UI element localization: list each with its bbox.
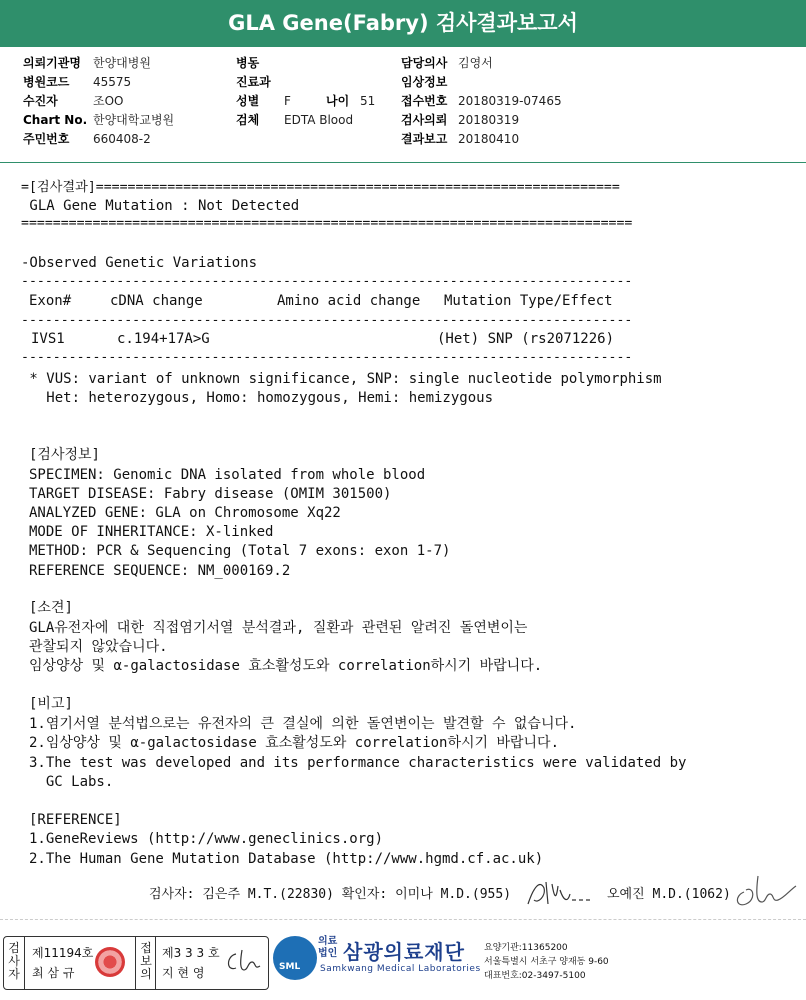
remarks-line: 1.염기서열 분석법으로는 유전자의 큰 결실에 의한 돌연변이는 발견할 수 없습니다. <box>29 716 577 732</box>
brand-prefix: 의료 법인 <box>318 936 338 959</box>
remarks-line: GC Labs. <box>29 774 114 790</box>
table-dash-bottom: ----------------------------------------------------------------------------- <box>21 350 633 365</box>
column-header-exon: Exon# <box>29 293 72 309</box>
info-value: 한양대학교병원 <box>93 113 175 127</box>
section-heading-findings: [소견] <box>29 600 73 616</box>
section-heading-remarks: [비고] <box>29 696 73 712</box>
seal-stamp <box>95 947 125 977</box>
footnote-vus: * VUS: variant of unknown significance, SNP: single nucleotide polymorphism <box>21 371 662 387</box>
age-value: 51 <box>360 94 376 108</box>
observed-title: -Observed Genetic Variations <box>21 255 258 271</box>
address-line: 대표번호:02-3497-5100 <box>484 971 586 981</box>
signature-1 <box>524 876 596 910</box>
info-value: 조OO <box>93 94 124 108</box>
table-dash-mid: ----------------------------------------------------------------------------- <box>21 313 633 328</box>
result-separator-close: ============================================================================= <box>21 216 633 231</box>
info-label: 접수번호 <box>401 94 448 108</box>
section-heading-reference: [REFERENCE] <box>29 812 122 828</box>
stamp-divider <box>155 937 156 989</box>
address-line: 서울특별시 서초구 양재동 9-60 <box>484 957 609 967</box>
column-header-amino: Amino acid change <box>277 293 421 309</box>
brand-subtitle: Samkwang Medical Laboratories <box>320 964 481 974</box>
remarks-line: 3.The test was developed and its performance characteristics were validated by <box>29 755 687 771</box>
footer-divider <box>0 919 806 920</box>
info-divider <box>0 162 806 163</box>
age-label: 나이 <box>326 94 350 108</box>
info-label: 병동 <box>236 56 260 70</box>
report-title: GLA Gene(Fabry) 검사결과보고서 <box>228 11 578 35</box>
info-column-3 <box>401 54 562 149</box>
signer-line: 검사자: 김은주 M.T.(22830) 확인자: 이미나 M.D.(955) <box>149 887 512 902</box>
test-info-line: METHOD: PCR & Sequencing (Total 7 exons: exon 1-7) <box>29 543 451 559</box>
table-dash-top: ----------------------------------------------------------------------------- <box>21 274 633 289</box>
info-value: 20180319-07465 <box>458 94 562 108</box>
info-column-2 <box>236 54 375 130</box>
signature-2 <box>730 872 800 912</box>
result-summary: GLA Gene Mutation : Not Detected <box>21 198 300 214</box>
stamp-number: 제11194호 <box>32 946 94 960</box>
info-value: 김영서 <box>458 56 493 70</box>
info-value: 660408-2 <box>93 132 151 146</box>
test-info-line: ANALYZED GENE: GLA on Chromosome Xq22 <box>29 505 341 521</box>
signer-second: 오예진 M.D.(1062) <box>607 887 731 902</box>
stamp-number: 제3 3 3 호 <box>162 946 220 960</box>
column-header-cdna: cDNA change <box>110 293 203 309</box>
findings-line: GLA유전자에 대한 직접염기서열 분석결과, 질환과 관련된 알려진 돌연변이는 <box>29 620 528 636</box>
stamp-name: 최 삼 규 <box>32 966 75 980</box>
signature-3 <box>222 946 262 976</box>
test-info-line: TARGET DISEASE: Fabry disease (OMIM 301500) <box>29 486 392 502</box>
info-value: 45575 <box>93 75 132 89</box>
sml-logo-icon <box>273 936 317 980</box>
stamp-vertical-label: 검 사 자 <box>8 941 20 981</box>
info-value: EDTA Blood <box>284 113 354 127</box>
stamp-name: 지 현 영 <box>162 966 205 980</box>
footnote-het: Het: heterozygous, Homo: homozygous, Hemi: hemizygous <box>21 390 494 406</box>
info-label: 진료과 <box>236 75 271 89</box>
stamp-divider <box>135 937 136 989</box>
info-label: Chart No. <box>23 113 88 127</box>
test-info-line: MODE OF INHERITANCE: X-linked <box>29 524 274 540</box>
column-header-mutation: Mutation Type/Effect <box>444 293 613 309</box>
test-info-line: REFERENCE SEQUENCE: NM_000169.2 <box>29 563 291 579</box>
info-label: 성별 <box>236 94 260 108</box>
section-heading-test-info: [검사정보] <box>29 447 100 463</box>
reference-line: 1.GeneReviews (http://www.geneclinics.org) <box>29 831 384 847</box>
remarks-line: 2.임상양상 및 α-galactosidase 효소활성도와 correlation하시기 바랍니다. <box>29 735 560 751</box>
sml-logo-text: SML <box>279 962 301 972</box>
findings-line: 임상양상 및 α-galactosidase 효소활성도와 correlation하시기 바랍니다. <box>29 658 543 674</box>
info-label: 수진자 <box>23 94 58 108</box>
info-value: 한양대병원 <box>93 56 151 70</box>
info-label: 주민번호 <box>23 132 70 146</box>
info-label: 임상정보 <box>401 75 448 89</box>
findings-line: 관찰되지 않았습니다. <box>29 639 168 655</box>
brand-name: 삼광의료재단 <box>343 940 465 964</box>
table-cell-mutation: (Het) SNP (rs2071226) <box>437 331 615 347</box>
stamp-vertical-label: 접 보 의 <box>140 941 152 981</box>
info-column-1 <box>23 54 174 149</box>
reference-line: 2.The Human Gene Mutation Database (http://www.hgmd.cf.ac.uk) <box>29 851 544 867</box>
info-label: 결과보고 <box>401 132 448 146</box>
table-cell-cdna: c.194+17A>G <box>117 331 210 347</box>
info-label: 병원코드 <box>23 75 70 89</box>
info-value: 20180410 <box>458 132 520 146</box>
info-value: 20180319 <box>458 113 520 127</box>
stamp-divider <box>24 937 25 989</box>
info-label: 검사의뢰 <box>401 113 448 127</box>
info-label: 검체 <box>236 113 260 127</box>
info-label: 의뢰기관명 <box>23 56 81 70</box>
table-cell-exon: IVS1 <box>31 331 65 347</box>
info-value: F <box>284 94 291 108</box>
address-line: 요양기관:11365200 <box>484 943 568 953</box>
test-info-line: SPECIMEN: Genomic DNA isolated from whole blood <box>29 467 426 483</box>
info-label: 담당의사 <box>401 56 448 70</box>
result-separator-open: =[검사결과]================================================================== <box>21 180 620 195</box>
